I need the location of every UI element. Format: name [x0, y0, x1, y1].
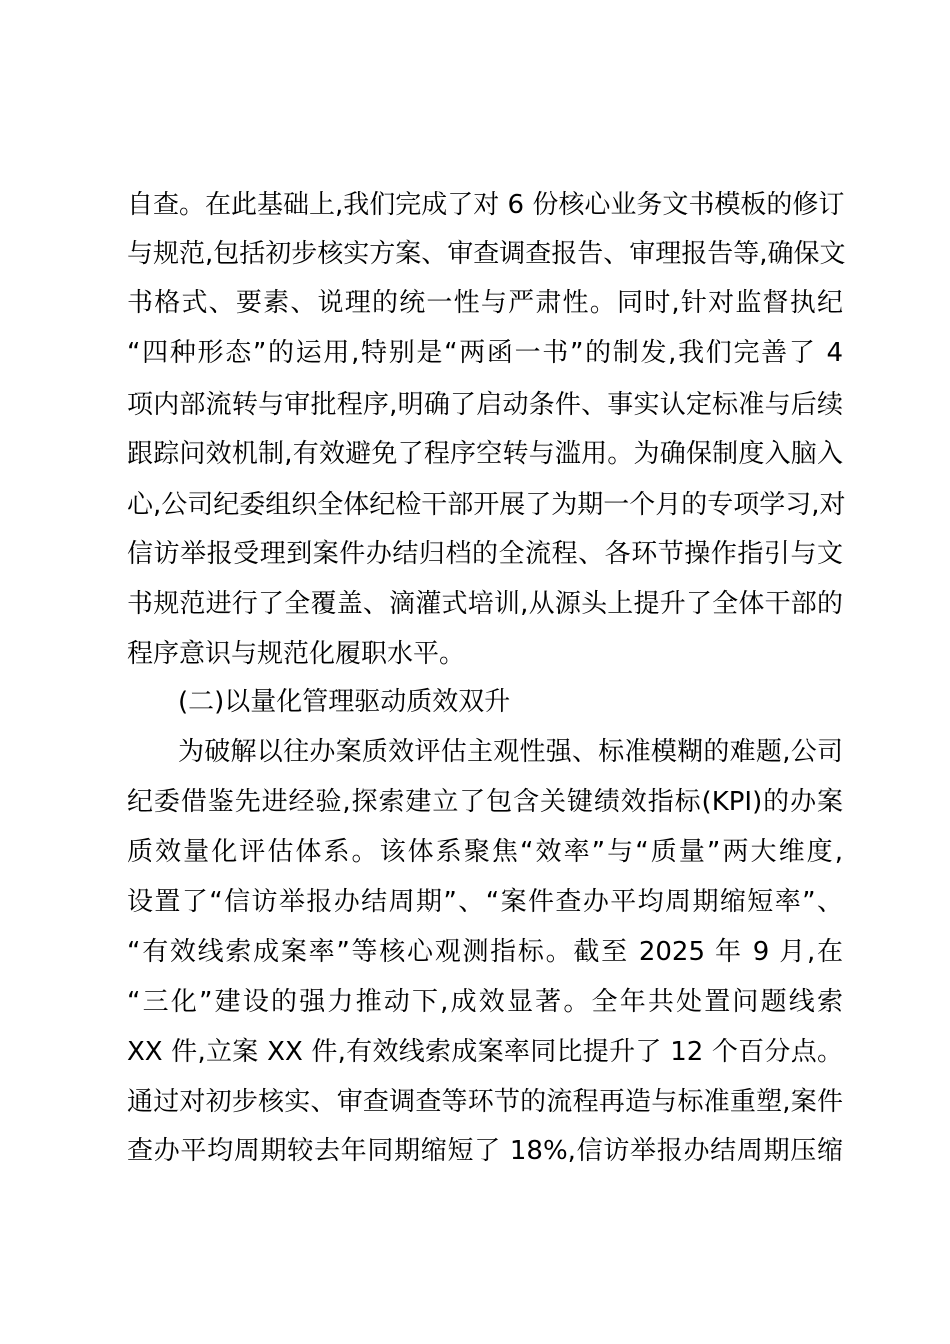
text-line: 程序意识与规范化履职水平。	[127, 639, 466, 669]
text-line: 自查。在此基础上,我们完成了对 6 份核心业务文书模板的修订	[127, 190, 845, 220]
text-line: “有效线索成案率”等核心观测指标。截至 2025 年 9 月,在	[127, 937, 843, 967]
text-line: 心,公司纪委组织全体纪检干部开展了为期一个月的专项学习,对	[127, 490, 846, 520]
text-line: 书规范进行了全覆盖、滴灌式培训,从源头上提升了全体干部的	[127, 589, 843, 619]
text-line: 项内部流转与审批程序,明确了启动条件、事实认定标准与后续	[127, 390, 843, 420]
text-line: 信访举报受理到案件办结归档的全流程、各环节操作指引与文	[127, 539, 843, 569]
text-line: “三化”建设的强力推动下,成效显著。全年共处置问题线索	[127, 987, 843, 1017]
text-line: 查办平均周期较去年同期缩短了 18%,信访举报办结周期压缩	[127, 1136, 843, 1166]
text-line: 与规范,包括初步核实方案、审查调查报告、审理报告等,确保文	[127, 239, 846, 269]
section-heading: (二)以量化管理驱动质效双升	[178, 687, 511, 717]
text-line: 通过对初步核实、审查调查等环节的流程再造与标准重塑,案件	[127, 1087, 843, 1117]
text-line: XX 件,立案 XX 件,有效线索成案率同比提升了 12 个百分点。	[127, 1037, 843, 1067]
text-line: 书格式、要素、说理的统一性与严肃性。同时,针对监督执纪	[127, 288, 843, 318]
text-line: 为破解以往办案质效评估主观性强、标准模糊的难题,公司	[178, 737, 843, 767]
text-line: “四种形态”的运用,特别是“两函一书”的制发,我们完善了 4	[127, 338, 843, 368]
text-line: 质效量化评估体系。该体系聚焦“效率”与“质量”两大维度,	[127, 837, 843, 867]
text-line: 跟踪问效机制,有效避免了程序空转与滥用。为确保制度入脑入	[127, 439, 843, 469]
text-line: 设置了“信访举报办结周期”、“案件查办平均周期缩短率”、	[127, 887, 843, 917]
text-line: 纪委借鉴先进经验,探索建立了包含关键绩效指标(KPI)的办案	[127, 787, 843, 817]
